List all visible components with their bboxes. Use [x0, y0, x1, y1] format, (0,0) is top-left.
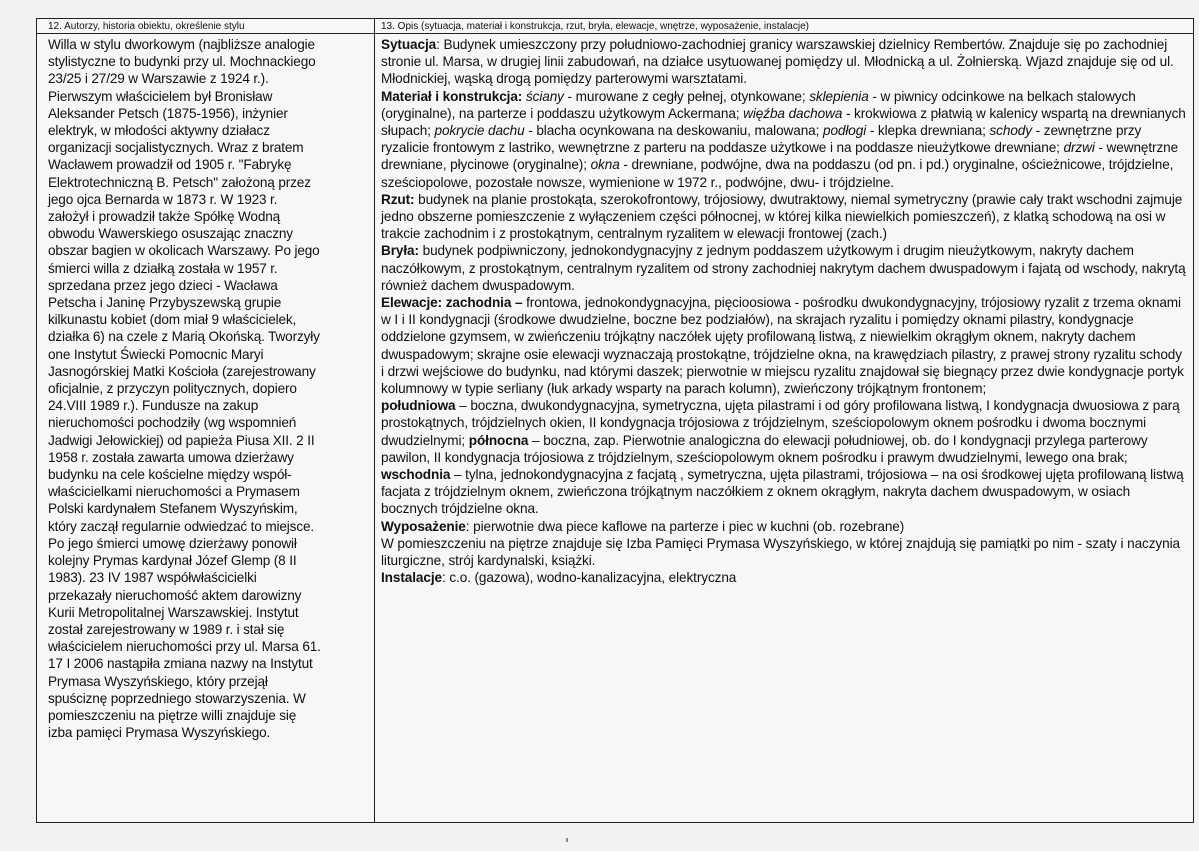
history-line: elektryk, w młodości aktywny działacz — [48, 123, 270, 139]
history-line: Po jego śmierci umowę dzierżawy ponowił — [48, 535, 297, 551]
history-line: działka 6) na czele z Marią Okońską. Tworzyły — [48, 329, 320, 345]
label-wyposazenie: Wyposażenie — [381, 518, 466, 534]
term-schody: schody — [989, 123, 1032, 139]
history-line: obwodu Wawerskiego osuszając znaczny — [48, 226, 293, 242]
history-line: nieruchomości pochodziły (wg wspomnień — [48, 415, 297, 431]
history-line: 1958 r. została zawarta umowa dzierżawy — [48, 449, 294, 465]
term-okna: okna — [590, 157, 620, 173]
text-drzwi: - wewnętrzne drewniane, płycinowe (oryginalne); — [381, 140, 1179, 173]
history-line: kilkunastu kobiet (dom miał 9 właścicielek, — [48, 312, 297, 328]
history-line: został zarejestrowany w 1989 r. i stał się — [48, 621, 285, 637]
scan-artifact — [566, 838, 568, 842]
history-line: 24.VIII 1989 r.). Fundusze na zakup — [48, 398, 259, 414]
history-line: Aleksander Petsch (1875-1956), inżynier — [48, 105, 288, 121]
history-line: Wacławem prowadził od 1905 r. "Fabrykę — [48, 157, 292, 173]
text-wyposazenie: : pierwotnie dwa piece kaflowe na parterze i piec w kuchni (ob. rozebrane) — [465, 518, 905, 534]
section-13-header: 13. Opis (sytuacja, materiał i konstrukcja, rzut, bryła, elewacje, wnętrze, wyposażenie, instalacje) — [375, 19, 1193, 34]
text-wiezba: - krokwiowa z płatwią w kalenicy wspartą na drewnianych słupach; — [381, 105, 1186, 139]
history-line: Pierwszym właścicielem był Bronisław — [48, 88, 273, 104]
history-line: właścicielem nieruchomości przy ul. Marsa 61. — [48, 639, 321, 655]
label-sytuacja: Sytuacja — [381, 37, 437, 52]
paragraph-instalacje — [381, 569, 1187, 586]
term-drzwi: drzwi — [1063, 140, 1095, 156]
text-elewacja-poludniowa: – boczna, dwukondygnacyjna, symetryczna, ujęta pilastrami i od góry profilowana listwą, I kondygnacja dwuosiowa z parą prostokątnych, trójdzielnych okien, II kondygnacja trójosiowa z trójdzielnym, sześciopolowym oknem pośrodku i dwoma bocznymi dwudzielnymi; — [381, 398, 1180, 448]
paragraph-elewacje — [381, 294, 1187, 518]
text-sklepienia: - w piwnicy odcinkowe na belkach stalowych (oryginalne), na parterze i poddaszu użytkowym Ackermana; — [381, 88, 1136, 121]
label-elewacje: Elewacje: zachodnia – — [381, 295, 523, 311]
history-line: jego ojca Bernarda w 1873 r. W 1923 r. — [48, 191, 278, 207]
label-poludniowa: południowa — [381, 398, 456, 414]
text-elewacja-zachodnia: frontowa, jednokondygnacyjna, pięcioosiowa - pośrodku dwukondygnacyjny, trójosiowy ryzalit z trzema oknami w I i II kondygnacji (środkowe dwudzielne, boczne bez podziałów), na skrajach ryzalitu i pomiędzy oknami pilastry, kondygnacje oddzielone gzymsem, w zwieńczeniu trójkątny naczółek ujęty profilowaną listwą, z niewielkim okrągłym oknem, nakryty dachem dwuspadowym; skrajne osie elewacji wyznaczają prostokątne, trójdzielne okna, na krawędziach pilastry, z prawej strony ryzalitu schody i drzwi wejściowe do budynku, nad którymi daszek; pierwotnie w miejscu ryzalitu znajdował się biegnący przez dwie kondygnacje portyk kolumnowy w typie serliany (łuk arkady wsparty na parach kolumn), zwieńczony trójkątnym frontonem; — [381, 295, 1184, 397]
paragraph-izba-pamieci: W pomieszczeniu na piętrze znajduje się Izba Pamięci Prymasa Wyszyńskiego, w której znajdują się pamiątki po nim - szaty i naczynia liturgiczne, strój kardynalski, książki. — [381, 535, 1180, 569]
paragraph-bryla — [381, 242, 1187, 294]
history-line: 1983). 23 IV 1987 współwłaścicielki — [48, 570, 257, 586]
history-line: Elektrotechniczną B. Petsch" założoną przez — [48, 174, 311, 190]
history-line: śmierci willa z działką została w 1957 r. — [48, 260, 278, 276]
history-line: Petscha i Janinę Przybyszewską grupie — [48, 295, 282, 311]
history-line: właścicielkami nieruchomości a Prymasem — [48, 484, 300, 500]
description-text — [375, 34, 1193, 587]
text-okna: - drewniane, podwójne, dwa na poddaszu (od pn. i pd.) oryginalne, ościeżnicowe, trójdzielne, sześciopolowe, pozostałe nowsze, wymienione w 1972 r., podwójne, dwu- i trójdzielne. — [381, 157, 1174, 190]
history-line: Polski kardynałem Stefanem Wyszyńskim, — [48, 501, 298, 517]
text-bryla: budynek podpiwniczony, jednokondygnacyjny z jednym poddaszem użytkowym i drugim nieużytkowym, nakryty dachem naczółkowym, z prostokątnym, centralnym ryzalitem od strony zachodniej nakrytym dachem dwuspadowym i fajatą od wschody, nakrytą również dachem dwuspadowym. — [381, 243, 1186, 293]
text-schody: - zewnętrzne przy ryzalicie frontowym z lastriko, wewnętrzne z parteru na poddasze użytkowe i na poddasze nieużytkowe drewniane; — [381, 123, 1142, 156]
history-line: obszar bagien w okolicach Warszawy. Po jego — [48, 243, 320, 259]
history-line: organizacji socjalistycznych. Wraz z bratem — [48, 140, 304, 156]
label-instalacje: Instalacje — [381, 570, 442, 586]
history-line: Prymasa Wyszyńskiego, który przejął — [48, 673, 268, 689]
paragraph-sytuacja — [381, 36, 1187, 88]
history-line: Jasnogórskiej Matki Kościoła (zarejestrowany — [48, 363, 316, 379]
history-line: sprzedana przez jego dzieci - Wacława — [48, 277, 278, 293]
paragraph-material — [381, 88, 1187, 191]
history-line: Willa w stylu dworkowym (najbliższe analogie — [48, 37, 315, 52]
term-wiezba: więźba dachowa — [743, 105, 843, 121]
section-12-header: 12. Autorzy, historia obiektu, określenie stylu — [37, 19, 374, 34]
text-rzut: budynek na planie prostokąta, szerokofrontowy, trójosiowy, dwutraktowy, niemal symetryczny (prawie cały trakt wschodni zajmuje jedno obszerne pomieszczenie z wyłączeniem części północnej, w której kilka niewielkich pomieszczeń), z klatką schodową na osi w trakcie zachodnim i z prostokątnym, centralnym ryzalitem w elewacji frontowej (zach.) — [381, 191, 1183, 242]
text-podlogi: - klepka drewniana; — [866, 123, 990, 139]
text-pokrycie: - blacha ocynkowana na deskowaniu, malowana; — [524, 123, 823, 139]
history-line: oficjalnie, z przyczyn politycznych, dopiero — [48, 381, 297, 397]
history-line: 23/25 i 27/29 w Warszawie z 1924 r.). — [48, 71, 269, 87]
text-elewacja-wschodnia: – tylna, jednokondygnacyjna z facjatą , symetryczna, ujęta pilastrami, trójosiowa – na osi środkowej ujęta profilowaną listwą facjata z trójdzielnym oknem, zwieńczona trójkątnym naczółkiem z oknem okrągłym, nakryta dachem dwuspadowym, w osiach bocznych trójdzielne okna. — [381, 467, 1184, 517]
term-sciany: ściany — [525, 88, 564, 104]
history-line: Kurii Metropolitalnej Warszawskiej. Instytut — [48, 604, 299, 620]
history-text — [37, 34, 374, 741]
paragraph-wyposazenie — [381, 518, 1187, 535]
column-description — [375, 19, 1193, 822]
term-pokrycie: pokrycie dachu — [434, 123, 525, 139]
label-polnocna: północna — [468, 432, 529, 448]
history-line: który zaczął regularnie odwiedzać to miejsce. — [48, 518, 315, 534]
history-line: 17 I 2006 nastąpiła zmiana nazwy na Instytut — [48, 656, 313, 672]
text-elewacja-polnocna: – boczna, zap. Pierwotnie analogiczna do elewacji południowej, ob. do I kondygnacji przylega parterowy pawilon, II kondygnacja trójosiowa z trójdzielnym, sześciopolowym oknem pośrodku i prawym dwudzielnymi, lewego ona brak; — [381, 432, 1148, 465]
label-bryla: Bryła: — [381, 243, 419, 259]
history-line: stylistyczne to budynki przy ul. Mochnackiego — [48, 54, 316, 70]
term-sklepienia: sklepienia — [809, 88, 869, 104]
history-line: budynku na cele kościelne między współ- — [48, 467, 292, 483]
paragraph-rzut — [381, 191, 1187, 243]
history-line: one Instytut Świecki Pomocnic Maryi — [48, 346, 264, 362]
history-line: spuściznę poprzedniego stowarzyszenia. W — [48, 690, 306, 706]
label-material: Materiał i konstrukcja: — [381, 88, 523, 104]
text-sytuacja: : Budynek umieszczony przy południowo-zachodniej granicy warszawskiej dzielnicy Rembertów. Znajduje się po zachodniej stronie ul. Marsa, w drugiej linii zabudowań, na działce usytuowanej pomiędzy ul. Młodnicką a ul. Żołnierską. Wjazd znajduje się od ul. Młodnickiej, wąską drogą pomiędzy parterowymi warsztatami. — [381, 37, 1174, 87]
text-sciany: - murowane z cegły pełnej, otynkowane; — [563, 88, 810, 104]
column-history — [37, 19, 375, 822]
history-line: pomieszczeniu na piętrze willi znajduje się — [48, 707, 297, 723]
label-rzut: Rzut: — [381, 191, 415, 207]
history-line: Jadwigi Jełowickiej) od papieża Piusa XII. 2 II — [48, 432, 315, 448]
history-line: izba pamięci Prymasa Wyszyńskiego. — [48, 725, 271, 741]
history-line: kolejny Prymas kardynał Józef Glemp (8 II — [48, 553, 297, 569]
label-wschodnia: wschodnia — [381, 467, 451, 483]
history-line: założył i prowadził także Spółkę Wodną — [48, 209, 281, 225]
document-form — [36, 18, 1194, 823]
term-podlogi: podłogi — [822, 123, 867, 139]
text-instalacje: : c.o. (gazowa), wodno-kanalizacyjna, elektryczna — [441, 570, 737, 586]
history-line: przekazały nieruchomość aktem darowizny — [48, 587, 302, 603]
